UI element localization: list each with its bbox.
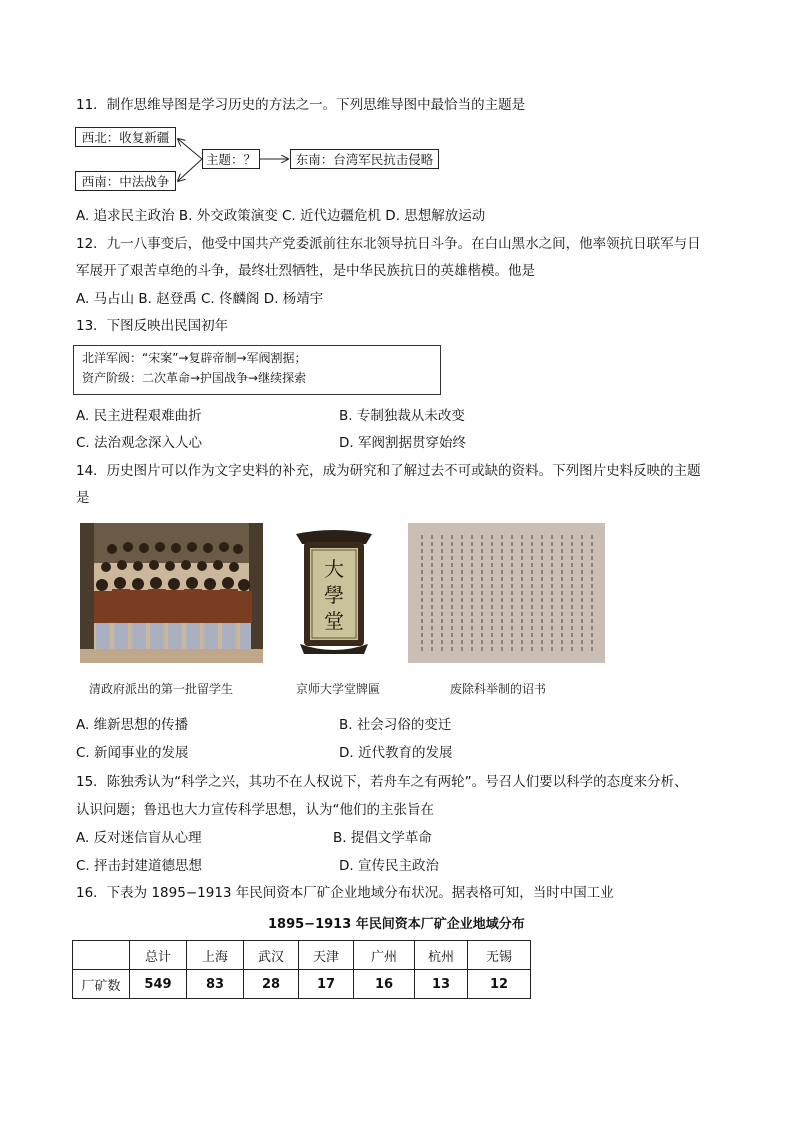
q13-option-c: C. 法治观念深入人心 (76, 435, 203, 451)
table-cell: 83 (187, 970, 244, 999)
mindmap-center-text: 主题：？ (205, 152, 256, 167)
q15-option-b: B. 提倡文学革命 (333, 830, 432, 846)
q15-option-c: C. 抨击封建道德思想 (76, 858, 203, 874)
table-row (73, 970, 531, 999)
table-cell: 16 (354, 970, 415, 999)
q16-table (72, 940, 531, 999)
table-header-cell: 武汉 (244, 941, 299, 970)
mindmap-northwest-text: 西北：收复新疆 (81, 130, 170, 145)
arrow-to-northwest (178, 139, 202, 159)
table-header-cell: 总计 (130, 941, 187, 970)
edict-photo (408, 523, 605, 663)
q13-quote-box (73, 345, 441, 395)
q12-stem-line1: 12．九一八事变后，他受中国共产党委派前往东北领导抗日斗争。在白山黑水之间，他率领抗日联军与日 (76, 236, 701, 252)
table-header-cell: 上海 (187, 941, 244, 970)
q14-stem-line1: 14．历史图片可以作为文字史料的补充，成为研究和了解过去不可或缺的资料。下列图片史料反映的主题 (76, 463, 701, 479)
q13-stem: 13．下图反映出民国初年 (76, 318, 229, 334)
table-header-cell: 天津 (299, 941, 354, 970)
q14-option-c: C. 新闻事业的发展 (76, 745, 189, 761)
q15-stem-line2: 认识问题；鲁迅也大力宣传科学思想，认为“他们的主张旨在 (76, 802, 434, 818)
q15-stem-line1: 15．陈独秀认为“科学之兴，其功不在人权说下，若舟车之有两轮”。号召人们要以科学的态度来分析、 (76, 774, 688, 790)
q14-option-a: A. 维新思想的传播 (76, 717, 189, 733)
table-cell: 549 (130, 970, 187, 999)
caption-plaque: 京师大学堂牌匾 (296, 682, 381, 696)
table-cell: 13 (415, 970, 468, 999)
q16-table-title: 1895−1913 年民间资本厂矿企业地域分布 (268, 917, 525, 932)
q12-stem-line2: 军展开了艰苦卓绝的斗争，最终壮烈牺牲，是中华民族抗日的英雄楷模。他是 (76, 263, 535, 279)
q12-options: A. 马占山 B. 赵登禹 C. 佟麟阁 D. 杨靖宇 (76, 291, 324, 307)
q13-option-a: A. 民主进程艰难曲折 (76, 408, 202, 424)
table-header-cell (73, 941, 130, 970)
q15-option-a: A. 反对迷信盲从心理 (76, 830, 202, 846)
q14-option-b: B. 社会习俗的变迁 (339, 717, 452, 733)
table-header-cell: 无锡 (468, 941, 531, 970)
table-cell: 12 (468, 970, 531, 999)
table-header-row (73, 941, 531, 970)
table-header-cell: 杭州 (415, 941, 468, 970)
table-cell: 17 (299, 970, 354, 999)
table-row-label: 厂矿数 (73, 970, 130, 999)
mindmap-arrows (0, 0, 793, 220)
plaque-photo (286, 526, 382, 662)
q14-stem-line2: 是 (76, 490, 90, 506)
q13-option-d: D. 军阀割据贯穿始终 (339, 435, 466, 451)
plaque-char-3: 堂 (324, 609, 344, 633)
q13-quote-line1: 北洋军阀：“宋案”→复辟帝制→军阀割据； (82, 351, 307, 365)
table-cell: 28 (244, 970, 299, 999)
q13-option-b: B. 专制独裁从未改变 (339, 408, 465, 424)
q11-options: A. 追求民主政治 B. 外交政策演变 C. 近代边疆危机 D. 思想解放运动 (76, 208, 486, 224)
q11-stem: 11．制作思维导图是学习历史的方法之一。下列思维导图中最恰当的主题是 (76, 97, 526, 113)
plaque-char-1: 大 (324, 557, 344, 581)
q16-stem: 16．下表为 1895−1913 年民间资本厂矿企业地域分布状况。据表格可知，当时中国工业 (76, 885, 614, 901)
q13-quote-line2: 资产阶级：二次革命→护国战争→继续探索 (82, 371, 307, 385)
students-photo (80, 523, 263, 663)
table-header-cell: 广州 (354, 941, 415, 970)
mindmap-southeast-text: 东南：台湾军民抗击侵略 (295, 152, 434, 167)
mindmap-southwest-text: 西南：中法战争 (81, 174, 170, 189)
q15-option-d: D. 宣传民主政治 (339, 858, 439, 874)
caption-students: 清政府派出的第一批留学生 (89, 682, 234, 696)
caption-edict: 废除科举制的诏书 (450, 682, 547, 696)
plaque-char-2: 學 (324, 583, 344, 607)
q14-option-d: D. 近代教育的发展 (339, 745, 453, 761)
arrow-to-southwest (178, 159, 202, 181)
